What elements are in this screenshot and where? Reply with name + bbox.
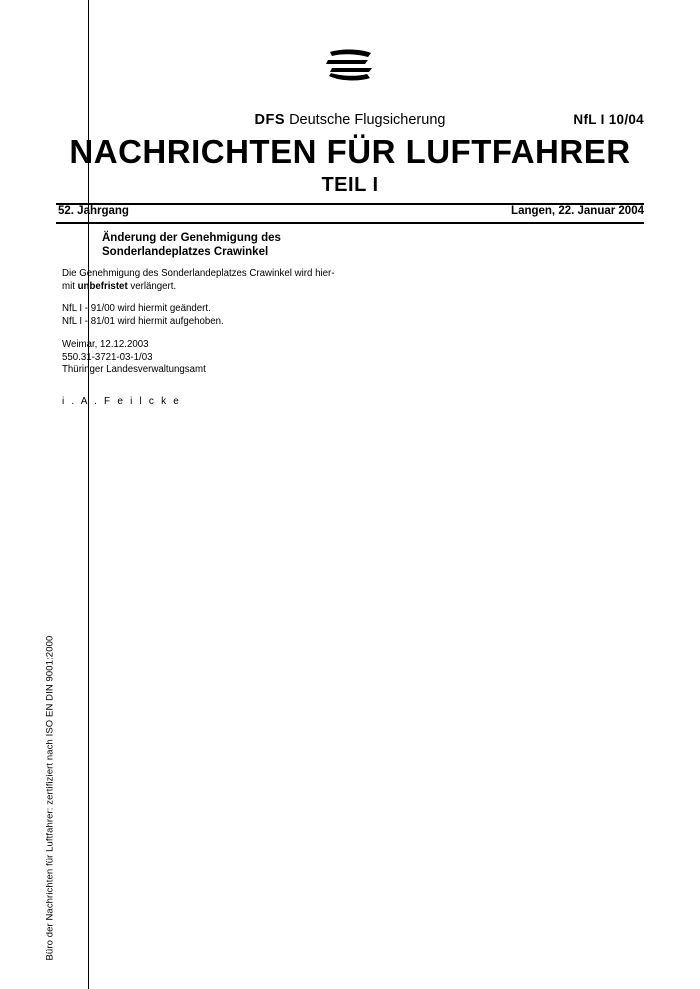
paragraph-issuer xyxy=(62,339,482,377)
brand-abbrev: DFS xyxy=(254,112,286,128)
place-date-label: Langen, 22. Januar 2004 xyxy=(511,205,644,217)
issuer-authority: Thüringer Landesverwaltungsamt xyxy=(62,364,206,376)
paragraph-validity xyxy=(62,268,482,293)
dfs-logo xyxy=(0,48,700,89)
header-rule-bottom xyxy=(56,222,644,224)
paragraph-references xyxy=(62,303,482,328)
paragraph-validity-line-2 xyxy=(62,281,482,294)
document-heading xyxy=(102,231,532,259)
nfl-code: NfL I 10/04 xyxy=(573,112,644,127)
issuer-file-number: 550.31-3721-03-1/03 xyxy=(62,351,153,363)
brand-name: Deutsche Flugsicherung xyxy=(289,112,446,128)
document-heading-line-1: Änderung der Genehmigung des xyxy=(102,232,281,244)
page-title: NACHRICHTEN FÜR LUFTFAHRER xyxy=(69,133,631,170)
reference-revoked: NfL I - 81/01 wird hiermit aufgehoben. xyxy=(62,315,224,327)
paragraph-validity-line-1: Die Genehmigung des Sonderlandeplatzes Crawinkel wird hier- xyxy=(62,268,335,279)
issuer-place-date: Weimar, 12.12.2003 xyxy=(62,339,149,350)
signature-line: i . A . F e i l c k e xyxy=(62,396,182,407)
validity-suffix: verlängert. xyxy=(127,280,177,292)
certification-note: Büro der Nachrichten für Luftfahrer: zertifiziert nach ISO EN DIN 9001:2000 xyxy=(44,635,56,961)
page-subtitle: TEIL I xyxy=(321,174,379,196)
reference-amended: NfL I - 91/00 wird hiermit geändert. xyxy=(62,303,211,314)
volume-label: 52. Jahrgang xyxy=(58,205,129,217)
validity-prefix: mit xyxy=(62,280,78,292)
validity-emphasis: unbefristet xyxy=(77,280,128,292)
dfs-logo-icon xyxy=(324,48,376,84)
document-heading-line-2: Sonderlandeplatzes Crawinkel xyxy=(102,246,269,258)
